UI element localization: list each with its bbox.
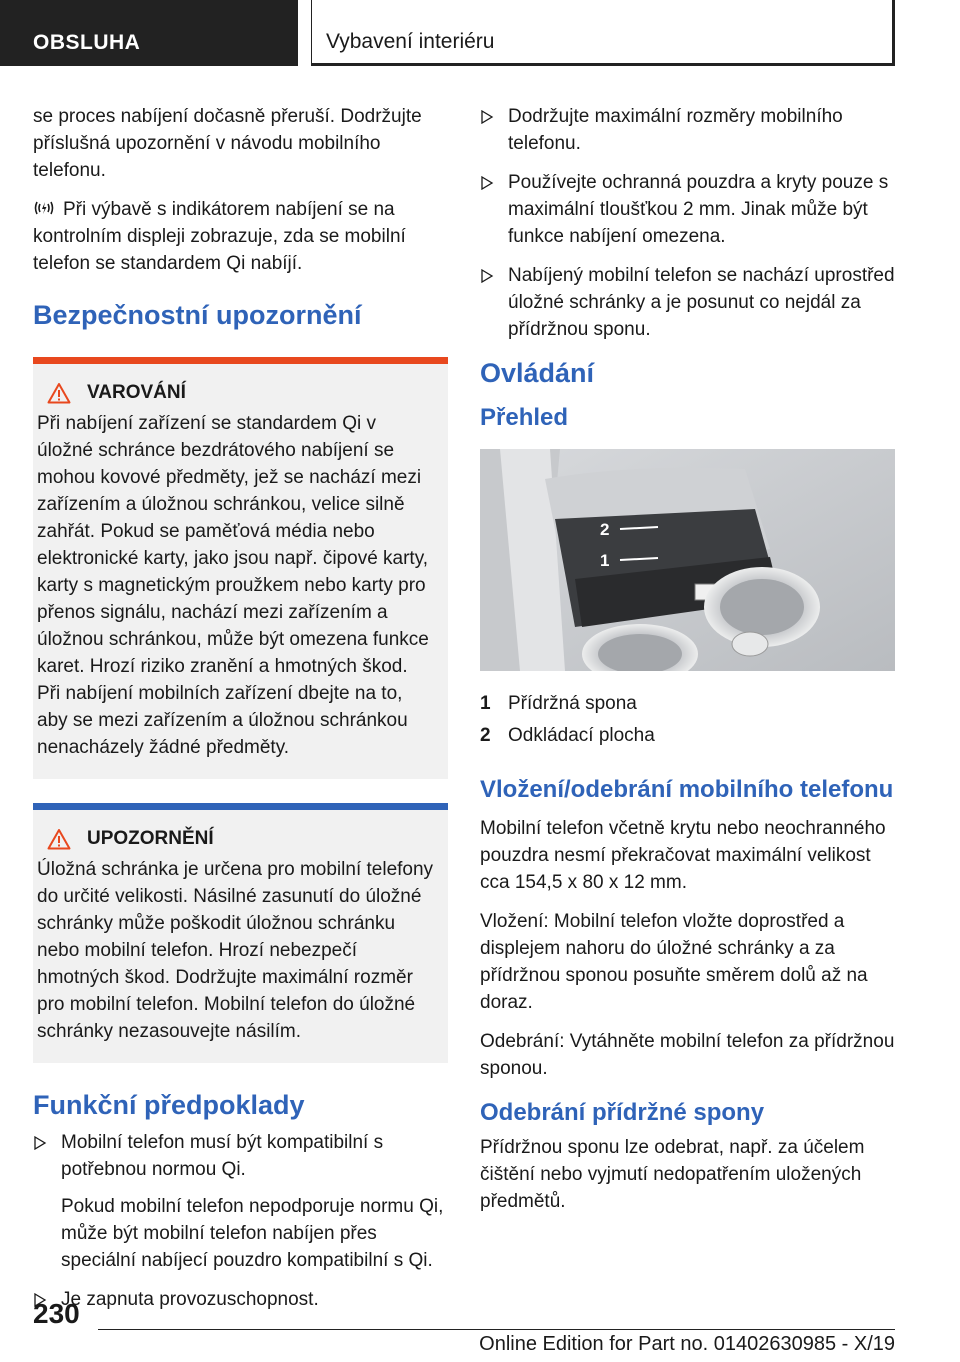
notice-title-text: UPOZORNĚNÍ [87, 828, 214, 849]
warning-title-text: VAROVÁNÍ [87, 382, 186, 403]
legend-label: Odkládací plocha [508, 725, 655, 746]
clip-paragraph: Přídržnou sponu lze odebrat, např. za účelem čištění nebo vyjmutí nedopatřením uložených předmětů. [480, 1137, 865, 1212]
warning-triangle-icon [47, 382, 71, 404]
photo-label-1: 1 [600, 551, 610, 570]
safety-heading: Bezpečnostní upozornění [33, 300, 362, 330]
triangle-bullet-icon [480, 269, 494, 283]
prereq-1-text: Mobilní telefon musí být kompatibilní s potřebnou normou Qi. [61, 1132, 384, 1180]
prereq-list [33, 1129, 448, 1313]
right-column [480, 103, 895, 1227]
indicator-paragraph [33, 196, 448, 277]
list-item [33, 1286, 448, 1313]
chapter-tab [311, 0, 895, 66]
prereq-2-text: Je zapnuta provozuschopnost. [61, 1289, 319, 1310]
notice-bar [33, 803, 448, 810]
warning-title [37, 382, 434, 404]
overview-heading: Přehled [480, 404, 569, 431]
list-item [480, 169, 895, 250]
insert-p2: Vložení: Mobilní telefon vložte doprostřed a displejem nahoru do úložné schránky a za přídržnou sponou posuňte směrem dolů až na doraz. [480, 911, 868, 1013]
chapter-title: Vybavení interiéru [326, 30, 495, 53]
wireless-charging-indicator-icon [33, 199, 55, 217]
prereq-heading: Funkční předpoklady [33, 1090, 305, 1120]
notice-title [37, 828, 434, 850]
prereq-1-sub: Pokud mobilní telefon nepodporuje normu Qi, může být mobilní telefon nabíjen přes speciální nabíjecí pouzdro kompatibilní s Qi. [61, 1196, 444, 1271]
left-column [33, 103, 448, 1325]
warning-triangle-icon [47, 828, 71, 850]
page-number: 230 [33, 1298, 80, 1329]
triangle-bullet-icon [33, 1136, 47, 1150]
photo-label-2: 2 [600, 520, 610, 539]
edition-text: Online Edition for Part no. 01402630985 - X/19 [479, 1333, 895, 1355]
indicator-text: Při výbavě s indikátorem nabíjení se na kontrolním displeji zobrazuje, zda se mobilní telefon se standardem Qi nabíjí. [33, 199, 406, 274]
photo-legend [480, 690, 895, 749]
legend-item [480, 690, 895, 717]
legend-item [480, 722, 895, 749]
footer-divider [98, 1329, 895, 1330]
operation-heading: Ovládání [480, 358, 595, 388]
insert-heading: Vložení/odebrání mobilního telefonu [480, 776, 894, 803]
insert-p1: Mobilní telefon včetně krytu nebo neochranného pouzdra nesmí překračovat maximální velikost cca 154,5 x 80 x 12 mm. [480, 818, 886, 893]
requirements-list [480, 103, 895, 343]
notice-text: Úložná schránka je určena pro mobilní telefony do určité velikosti. Násilné zasunutí do úložné schránky může poškodit úložnou schránku nebo mobilní telefon. Hrozí nebezpečí hmotných škod. Dodržujte maximální rozměr pro mobilní telefon. Mobilní telefon do úložné schránky nezasouvejte násilím. [37, 859, 434, 1042]
list-item [480, 262, 895, 343]
clip-heading: Odebrání přídržné spony [480, 1099, 765, 1126]
warning-text: Při nabíjení zařízení se standardem Qi v úložné schránce bezdrátového nabíjení se mohou kovové předměty, jež se nachází mezi zařízením a úložnou schránkou, velice silně zahřát. Pokud se paměťová média nebo elektronické karty, jako jsou např. čipové karty, karty s magnetickým proužkem nebo karty pro přenos signálu, nachází mezi zařízením a úložnou schránkou, může být omezena funkce karet. Hrozí riziko zranění a hmotných škod. Při nabíjení mobilních zařízení dbejte na to, aby se mezi zařízením a úložnou schránkou nenacházely žádné předměty. [37, 413, 429, 758]
list-item [33, 1129, 448, 1274]
bullet-3-text: Nabíjený mobilní telefon se nachází uprostřed úložné schránky a je posunut co nejdál za přídržnou sponu. [508, 265, 895, 340]
triangle-bullet-icon [480, 176, 494, 190]
triangle-bullet-icon [480, 110, 494, 124]
legend-number: 2 [480, 725, 491, 746]
section-title: OBSLUHA [33, 31, 141, 54]
bullet-1-text: Dodržujte maximální rozměry mobilního telefonu. [508, 106, 843, 154]
insert-p3: Odebrání: Vytáhněte mobilní telefon za přídržnou sponou. [480, 1031, 895, 1079]
intro-paragraph: se proces nabíjení dočasně přeruší. Dodržujte příslušná upozornění v návodu mobilního telefonu. [33, 106, 422, 181]
notice-box [33, 803, 448, 1063]
legend-label: Přídržná spona [508, 693, 637, 714]
legend-number: 1 [480, 693, 491, 714]
wireless-charging-tray-photo [480, 449, 895, 671]
bullet-2-text: Používejte ochranná pouzdra a kryty pouze s maximální tloušťkou 2 mm. Jinak může být funkce nabíjení omezena. [508, 172, 889, 247]
warning-box [33, 357, 448, 779]
section-tab [0, 0, 298, 66]
list-item [480, 103, 895, 157]
warning-bar [33, 357, 448, 364]
